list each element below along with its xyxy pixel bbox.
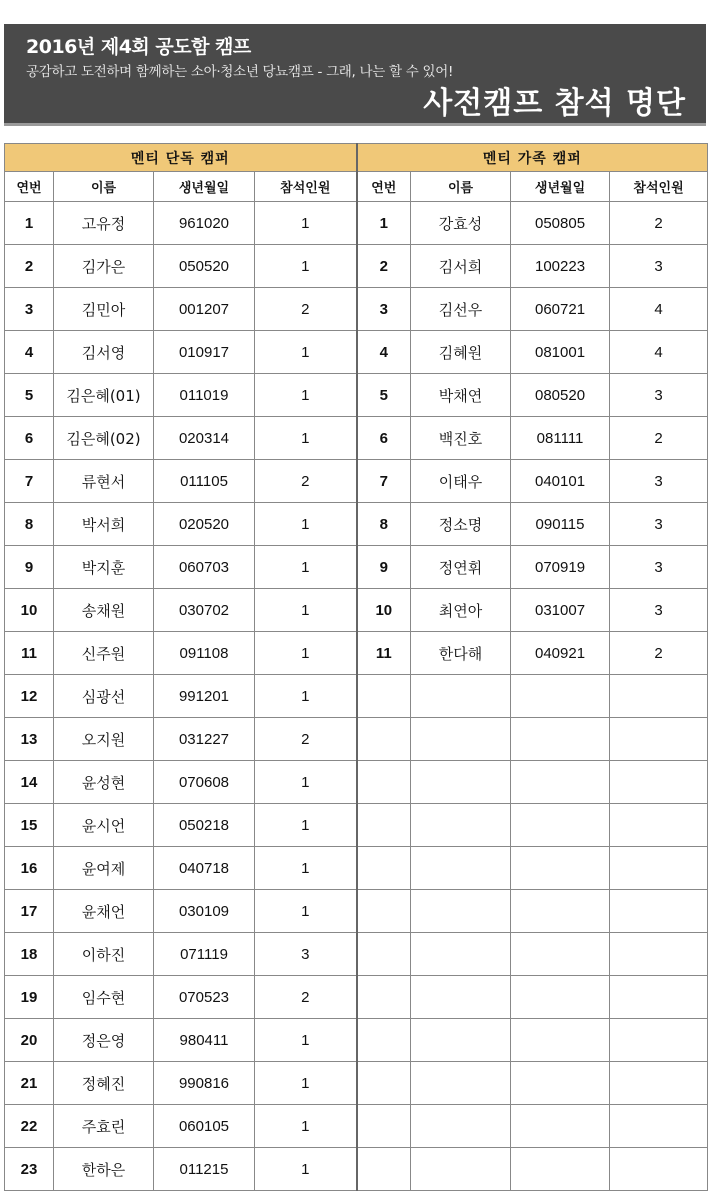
empty-cell (411, 761, 511, 804)
table-row (5, 847, 708, 890)
birth-date: 050805 (511, 202, 610, 245)
row-number: 17 (5, 890, 54, 933)
row-number: 4 (357, 331, 411, 374)
row-number: 18 (5, 933, 54, 976)
empty-cell (357, 890, 411, 933)
birth-date: 081001 (511, 331, 610, 374)
row-number: 5 (357, 374, 411, 417)
empty-cell (411, 1148, 511, 1191)
attendee-count: 2 (610, 632, 708, 675)
empty-cell (610, 804, 708, 847)
row-number: 9 (5, 546, 54, 589)
table-row (5, 331, 708, 374)
attendee-count: 3 (610, 546, 708, 589)
row-number: 15 (5, 804, 54, 847)
table-row (5, 1105, 708, 1148)
attendee-name: 강효성 (411, 202, 511, 245)
row-number: 6 (357, 417, 411, 460)
empty-cell (357, 847, 411, 890)
row-number: 10 (5, 589, 54, 632)
attendee-name: 김서영 (54, 331, 154, 374)
attendee-count: 1 (255, 202, 357, 245)
empty-cell (610, 933, 708, 976)
attendee-count: 2 (255, 976, 357, 1019)
attendee-count: 1 (255, 1105, 357, 1148)
attendee-name: 김서희 (411, 245, 511, 288)
empty-cell (511, 718, 610, 761)
table-row (5, 503, 708, 546)
empty-cell (610, 718, 708, 761)
attendee-count: 3 (255, 933, 357, 976)
birth-date: 050520 (154, 245, 255, 288)
attendee-count: 3 (610, 245, 708, 288)
attendee-count: 2 (255, 718, 357, 761)
attendee-count: 3 (610, 503, 708, 546)
birth-date: 050218 (154, 804, 255, 847)
row-number: 10 (357, 589, 411, 632)
attendee-name: 한다해 (411, 632, 511, 675)
attendee-name: 박서희 (54, 503, 154, 546)
birth-date: 040718 (154, 847, 255, 890)
table-row (5, 890, 708, 933)
attendee-count: 1 (255, 546, 357, 589)
header-banner (4, 24, 706, 126)
attendee-count: 1 (255, 589, 357, 632)
empty-cell (357, 1019, 411, 1062)
attendee-rows (5, 202, 708, 1191)
attendee-name: 정은영 (54, 1019, 154, 1062)
attendee-count: 2 (610, 202, 708, 245)
row-number: 3 (5, 288, 54, 331)
attendee-name: 김선우 (411, 288, 511, 331)
row-number: 1 (357, 202, 411, 245)
row-number: 20 (5, 1019, 54, 1062)
attendee-name: 정연휘 (411, 546, 511, 589)
attendee-name: 김가은 (54, 245, 154, 288)
attendee-name: 김민아 (54, 288, 154, 331)
table-row (5, 1019, 708, 1062)
attendee-name: 김은혜(02) (54, 417, 154, 460)
attendee-count: 1 (255, 847, 357, 890)
attendee-count: 2 (255, 460, 357, 503)
birth-date: 961020 (154, 202, 255, 245)
empty-cell (610, 847, 708, 890)
empty-cell (357, 761, 411, 804)
attendee-count: 1 (255, 331, 357, 374)
birth-date: 081111 (511, 417, 610, 460)
birth-date: 071119 (154, 933, 255, 976)
column-header-count: 참석인원 (610, 172, 708, 202)
attendee-name: 윤여제 (54, 847, 154, 890)
attendee-name: 박채연 (411, 374, 511, 417)
attendee-name: 김혜원 (411, 331, 511, 374)
table-row (5, 675, 708, 718)
table-row (5, 1148, 708, 1191)
birth-date: 030702 (154, 589, 255, 632)
attendee-count: 1 (255, 804, 357, 847)
attendee-name: 윤성현 (54, 761, 154, 804)
row-number: 13 (5, 718, 54, 761)
table-row (5, 589, 708, 632)
empty-cell (411, 976, 511, 1019)
attendee-name: 한하은 (54, 1148, 154, 1191)
birth-date: 030109 (154, 890, 255, 933)
row-number: 12 (5, 675, 54, 718)
birth-date: 070919 (511, 546, 610, 589)
birth-date: 040101 (511, 460, 610, 503)
attendee-count: 1 (255, 1019, 357, 1062)
attendee-name: 정혜진 (54, 1062, 154, 1105)
row-number: 3 (357, 288, 411, 331)
empty-cell (610, 890, 708, 933)
row-number: 1 (5, 202, 54, 245)
empty-cell (511, 1148, 610, 1191)
table-row (5, 546, 708, 589)
column-header-birth: 생년월일 (511, 172, 610, 202)
empty-cell (511, 976, 610, 1019)
empty-cell (610, 675, 708, 718)
row-number: 22 (5, 1105, 54, 1148)
empty-cell (411, 804, 511, 847)
attendee-name: 백진호 (411, 417, 511, 460)
empty-cell (357, 675, 411, 718)
table-row (5, 718, 708, 761)
attendee-table (4, 143, 708, 1191)
column-header-name: 이름 (54, 172, 154, 202)
table-row (5, 804, 708, 847)
attendee-name: 신주원 (54, 632, 154, 675)
empty-cell (411, 675, 511, 718)
column-header-count: 참석인원 (255, 172, 357, 202)
table-row (5, 245, 708, 288)
empty-cell (511, 675, 610, 718)
empty-cell (411, 1062, 511, 1105)
attendee-count: 1 (255, 890, 357, 933)
empty-cell (511, 890, 610, 933)
attendee-name: 심광선 (54, 675, 154, 718)
row-number: 8 (5, 503, 54, 546)
birth-date: 090115 (511, 503, 610, 546)
attendee-count: 3 (610, 460, 708, 503)
row-number: 7 (357, 460, 411, 503)
attendee-name: 고유정 (54, 202, 154, 245)
birth-date: 991201 (154, 675, 255, 718)
attendee-name: 박지훈 (54, 546, 154, 589)
attendee-name: 최연아 (411, 589, 511, 632)
row-number: 9 (357, 546, 411, 589)
birth-date: 020520 (154, 503, 255, 546)
birth-date: 070523 (154, 976, 255, 1019)
birth-date: 011105 (154, 460, 255, 503)
empty-cell (411, 1019, 511, 1062)
attendee-count: 4 (610, 331, 708, 374)
row-number: 14 (5, 761, 54, 804)
table-row (5, 632, 708, 675)
row-number: 4 (5, 331, 54, 374)
attendee-name: 정소명 (411, 503, 511, 546)
attendee-count: 4 (610, 288, 708, 331)
empty-cell (610, 1105, 708, 1148)
birth-date: 020314 (154, 417, 255, 460)
empty-cell (411, 718, 511, 761)
empty-cell (357, 1062, 411, 1105)
empty-cell (511, 1019, 610, 1062)
row-number: 7 (5, 460, 54, 503)
empty-cell (511, 847, 610, 890)
birth-date: 001207 (154, 288, 255, 331)
empty-cell (411, 933, 511, 976)
group-title-family: 멘티 가족 캠퍼 (357, 144, 708, 172)
attendee-count: 1 (255, 245, 357, 288)
empty-cell (411, 1105, 511, 1148)
row-number: 8 (357, 503, 411, 546)
empty-cell (357, 718, 411, 761)
birth-date: 990816 (154, 1062, 255, 1105)
empty-cell (610, 1019, 708, 1062)
birth-date: 070608 (154, 761, 255, 804)
empty-cell (357, 976, 411, 1019)
attendee-count: 1 (255, 1148, 357, 1191)
attendee-name: 오지원 (54, 718, 154, 761)
empty-cell (511, 804, 610, 847)
column-header-name: 이름 (411, 172, 511, 202)
table-row (5, 202, 708, 245)
birth-date: 060721 (511, 288, 610, 331)
attendee-count: 3 (610, 589, 708, 632)
empty-cell (511, 761, 610, 804)
attendee-name: 윤시언 (54, 804, 154, 847)
table-row (5, 1062, 708, 1105)
event-edition: 2016년 제4회 공도함 캠프 (26, 36, 251, 58)
birth-date: 060105 (154, 1105, 255, 1148)
table-row (5, 460, 708, 503)
table-row (5, 761, 708, 804)
empty-cell (357, 1105, 411, 1148)
empty-cell (511, 933, 610, 976)
birth-date: 011019 (154, 374, 255, 417)
attendee-count: 1 (255, 417, 357, 460)
attendee-name: 송채원 (54, 589, 154, 632)
table-row (5, 374, 708, 417)
attendee-count: 2 (610, 417, 708, 460)
empty-cell (357, 1148, 411, 1191)
attendee-count: 1 (255, 1062, 357, 1105)
row-number: 23 (5, 1148, 54, 1191)
birth-date: 100223 (511, 245, 610, 288)
empty-cell (610, 1148, 708, 1191)
row-number: 16 (5, 847, 54, 890)
birth-date: 010917 (154, 331, 255, 374)
birth-date: 060703 (154, 546, 255, 589)
empty-cell (411, 890, 511, 933)
attendee-count: 2 (255, 288, 357, 331)
empty-cell (610, 761, 708, 804)
attendee-name: 윤채언 (54, 890, 154, 933)
attendee-name: 임수현 (54, 976, 154, 1019)
table-row (5, 417, 708, 460)
birth-date: 080520 (511, 374, 610, 417)
column-header-no: 연번 (357, 172, 411, 202)
birth-date: 011215 (154, 1148, 255, 1191)
row-number: 11 (357, 632, 411, 675)
attendee-count: 1 (255, 632, 357, 675)
event-slogan: 공감하고 도전하며 함께하는 소아·청소년 당뇨캠프 - 그래, 나는 할 수 있어! (26, 64, 454, 80)
attendee-count: 1 (255, 761, 357, 804)
row-number: 2 (357, 245, 411, 288)
attendee-name: 주효린 (54, 1105, 154, 1148)
attendee-count: 1 (255, 503, 357, 546)
birth-date: 980411 (154, 1019, 255, 1062)
empty-cell (610, 1062, 708, 1105)
document-title: 사전캠프 참석 명단 (423, 86, 686, 121)
empty-cell (357, 804, 411, 847)
table-row (5, 288, 708, 331)
row-number: 2 (5, 245, 54, 288)
attendee-count: 1 (255, 374, 357, 417)
birth-date: 031227 (154, 718, 255, 761)
empty-cell (411, 847, 511, 890)
attendee-name: 이태우 (411, 460, 511, 503)
birth-date: 091108 (154, 632, 255, 675)
row-number: 6 (5, 417, 54, 460)
empty-cell (511, 1105, 610, 1148)
row-number: 19 (5, 976, 54, 1019)
birth-date: 031007 (511, 589, 610, 632)
column-header-no: 연번 (5, 172, 54, 202)
attendee-name: 김은혜(01) (54, 374, 154, 417)
row-number: 11 (5, 632, 54, 675)
table-row (5, 976, 708, 1019)
attendee-count: 1 (255, 675, 357, 718)
attendee-name: 이하진 (54, 933, 154, 976)
attendee-count: 3 (610, 374, 708, 417)
row-number: 21 (5, 1062, 54, 1105)
empty-cell (511, 1062, 610, 1105)
row-number: 5 (5, 374, 54, 417)
column-header-birth: 생년월일 (154, 172, 255, 202)
group-title-solo: 멘티 단독 캠퍼 (5, 144, 357, 172)
table-row (5, 933, 708, 976)
empty-cell (357, 933, 411, 976)
empty-cell (610, 976, 708, 1019)
attendee-name: 류현서 (54, 460, 154, 503)
birth-date: 040921 (511, 632, 610, 675)
